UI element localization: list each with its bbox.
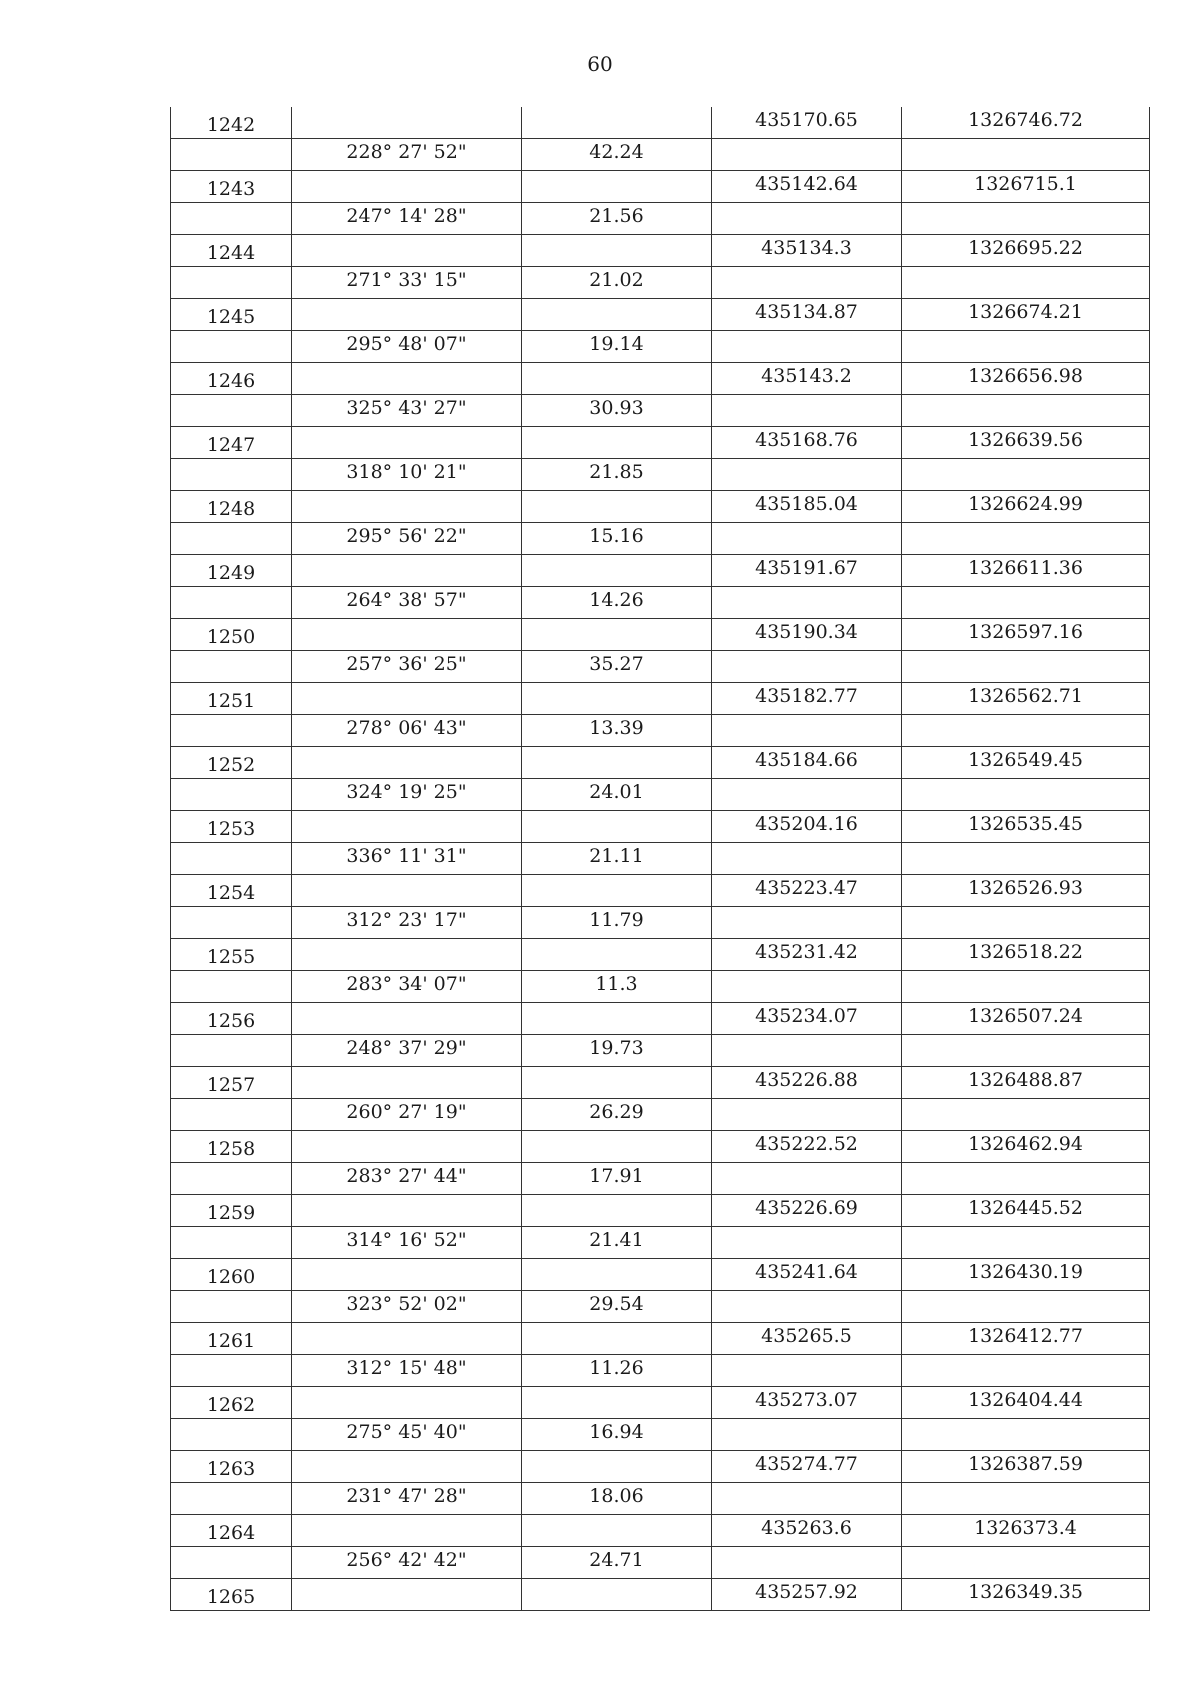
point-row: [170, 619, 1150, 651]
distance-cell: 11.79: [522, 907, 712, 938]
point-row: [170, 491, 1150, 523]
x-coordinate: [712, 843, 902, 874]
y-coordinate: [902, 651, 1150, 682]
distance-cell: 21.11: [522, 843, 712, 874]
y-coordinate: 1326535.45: [902, 811, 1150, 842]
bearing-cell: [292, 491, 522, 522]
point-id: 1254: [170, 875, 292, 906]
x-coordinate: [712, 907, 902, 938]
point-row: [170, 363, 1150, 395]
distance-cell: [522, 1067, 712, 1098]
distance-cell: [522, 1451, 712, 1482]
distance-cell: [522, 1003, 712, 1034]
distance-cell: 26.29: [522, 1099, 712, 1130]
y-coordinate: 1326430.19: [902, 1259, 1150, 1290]
y-coordinate: [902, 203, 1150, 234]
distance-cell: [522, 683, 712, 714]
y-coordinate: [902, 395, 1150, 426]
distance-cell: [522, 235, 712, 266]
y-coordinate: [902, 715, 1150, 746]
bearing-cell: 324° 19' 25": [292, 779, 522, 810]
segment-row: [170, 587, 1150, 619]
distance-cell: 21.56: [522, 203, 712, 234]
point-id: 1257: [170, 1067, 292, 1098]
point-row: [170, 939, 1150, 971]
point-row: [170, 1067, 1150, 1099]
x-coordinate: 435263.6: [712, 1515, 902, 1546]
bearing-cell: [292, 1003, 522, 1034]
segment-row: [170, 267, 1150, 299]
x-coordinate: [712, 651, 902, 682]
point-id: [170, 1227, 292, 1258]
point-id: 1248: [170, 491, 292, 522]
x-coordinate: 435134.3: [712, 235, 902, 266]
point-id: 1255: [170, 939, 292, 970]
point-row: [170, 811, 1150, 843]
point-row: [170, 1259, 1150, 1291]
bearing-cell: [292, 875, 522, 906]
point-id: 1265: [170, 1579, 292, 1610]
y-coordinate: 1326349.35: [902, 1579, 1150, 1610]
distance-cell: 35.27: [522, 651, 712, 682]
point-id: 1247: [170, 427, 292, 458]
segment-row: [170, 203, 1150, 235]
segment-row: [170, 1163, 1150, 1195]
bearing-cell: [292, 939, 522, 970]
distance-cell: 30.93: [522, 395, 712, 426]
point-row: [170, 747, 1150, 779]
bearing-cell: [292, 427, 522, 458]
distance-cell: 16.94: [522, 1419, 712, 1450]
x-coordinate: 435226.88: [712, 1067, 902, 1098]
y-coordinate: 1326518.22: [902, 939, 1150, 970]
bearing-cell: 295° 56' 22": [292, 523, 522, 554]
x-coordinate: [712, 1035, 902, 1066]
point-row: [170, 1195, 1150, 1227]
point-id: [170, 1035, 292, 1066]
segment-row: [170, 1483, 1150, 1515]
bearing-cell: 231° 47' 28": [292, 1483, 522, 1514]
y-coordinate: 1326387.59: [902, 1451, 1150, 1482]
segment-row: [170, 1355, 1150, 1387]
distance-cell: 21.41: [522, 1227, 712, 1258]
bearing-cell: 295° 48' 07": [292, 331, 522, 362]
y-coordinate: 1326412.77: [902, 1323, 1150, 1354]
point-row: [170, 171, 1150, 203]
y-coordinate: 1326656.98: [902, 363, 1150, 394]
distance-cell: 21.02: [522, 267, 712, 298]
x-coordinate: [712, 971, 902, 1002]
distance-cell: 21.85: [522, 459, 712, 490]
y-coordinate: [902, 587, 1150, 618]
y-coordinate: 1326746.72: [902, 107, 1150, 138]
distance-cell: [522, 1387, 712, 1418]
point-id: [170, 971, 292, 1002]
point-row: [170, 875, 1150, 907]
distance-cell: 14.26: [522, 587, 712, 618]
y-coordinate: [902, 1099, 1150, 1130]
y-coordinate: [902, 971, 1150, 1002]
distance-cell: [522, 1579, 712, 1610]
x-coordinate: 435170.65: [712, 107, 902, 138]
distance-cell: [522, 619, 712, 650]
point-id: 1244: [170, 235, 292, 266]
distance-cell: [522, 1259, 712, 1290]
bearing-cell: 228° 27' 52": [292, 139, 522, 170]
point-id: [170, 1099, 292, 1130]
x-coordinate: [712, 395, 902, 426]
distance-cell: [522, 811, 712, 842]
bearing-cell: 256° 42' 42": [292, 1547, 522, 1578]
point-id: 1249: [170, 555, 292, 586]
x-coordinate: [712, 779, 902, 810]
distance-cell: [522, 299, 712, 330]
bearing-cell: [292, 235, 522, 266]
point-id: 1246: [170, 363, 292, 394]
y-coordinate: 1326695.22: [902, 235, 1150, 266]
bearing-cell: [292, 1579, 522, 1610]
x-coordinate: 435182.77: [712, 683, 902, 714]
x-coordinate: [712, 1483, 902, 1514]
x-coordinate: [712, 203, 902, 234]
segment-row: [170, 907, 1150, 939]
bearing-cell: 275° 45' 40": [292, 1419, 522, 1450]
bearing-cell: [292, 1067, 522, 1098]
distance-cell: 29.54: [522, 1291, 712, 1322]
point-id: [170, 1355, 292, 1386]
point-id: [170, 1483, 292, 1514]
point-id: [170, 1419, 292, 1450]
x-coordinate: [712, 1291, 902, 1322]
segment-row: [170, 715, 1150, 747]
x-coordinate: 435134.87: [712, 299, 902, 330]
bearing-cell: [292, 811, 522, 842]
distance-cell: 42.24: [522, 139, 712, 170]
x-coordinate: 435241.64: [712, 1259, 902, 1290]
x-coordinate: 435190.34: [712, 619, 902, 650]
y-coordinate: [902, 1355, 1150, 1386]
bearing-cell: 257° 36' 25": [292, 651, 522, 682]
point-id: [170, 267, 292, 298]
x-coordinate: 435142.64: [712, 171, 902, 202]
y-coordinate: [902, 459, 1150, 490]
bearing-cell: [292, 171, 522, 202]
point-row: [170, 683, 1150, 715]
y-coordinate: 1326611.36: [902, 555, 1150, 586]
x-coordinate: [712, 331, 902, 362]
y-coordinate: 1326639.56: [902, 427, 1150, 458]
bearing-cell: 247° 14' 28": [292, 203, 522, 234]
y-coordinate: 1326597.16: [902, 619, 1150, 650]
y-coordinate: [902, 331, 1150, 362]
distance-cell: 24.71: [522, 1547, 712, 1578]
y-coordinate: 1326462.94: [902, 1131, 1150, 1162]
point-id: [170, 331, 292, 362]
point-row: [170, 1579, 1150, 1611]
bearing-cell: [292, 1131, 522, 1162]
point-row: [170, 1387, 1150, 1419]
y-coordinate: 1326404.44: [902, 1387, 1150, 1418]
bearing-cell: [292, 1387, 522, 1418]
distance-cell: 13.39: [522, 715, 712, 746]
x-coordinate: [712, 139, 902, 170]
point-id: 1253: [170, 811, 292, 842]
bearing-cell: 325° 43' 27": [292, 395, 522, 426]
segment-row: [170, 971, 1150, 1003]
y-coordinate: 1326373.4: [902, 1515, 1150, 1546]
distance-cell: 15.16: [522, 523, 712, 554]
y-coordinate: [902, 779, 1150, 810]
point-id: 1258: [170, 1131, 292, 1162]
point-id: [170, 1547, 292, 1578]
bearing-cell: 283° 34' 07": [292, 971, 522, 1002]
point-id: [170, 459, 292, 490]
x-coordinate: 435143.2: [712, 363, 902, 394]
bearing-cell: [292, 747, 522, 778]
y-coordinate: [902, 139, 1150, 170]
segment-row: [170, 1099, 1150, 1131]
x-coordinate: [712, 1227, 902, 1258]
distance-cell: [522, 171, 712, 202]
point-id: 1264: [170, 1515, 292, 1546]
distance-cell: [522, 1195, 712, 1226]
distance-cell: [522, 363, 712, 394]
x-coordinate: 435204.16: [712, 811, 902, 842]
x-coordinate: 435274.77: [712, 1451, 902, 1482]
point-id: 1251: [170, 683, 292, 714]
bearing-cell: [292, 1451, 522, 1482]
point-id: [170, 1291, 292, 1322]
distance-cell: [522, 555, 712, 586]
distance-cell: 18.06: [522, 1483, 712, 1514]
point-row: [170, 1003, 1150, 1035]
point-id: [170, 395, 292, 426]
x-coordinate: 435185.04: [712, 491, 902, 522]
segment-row: [170, 459, 1150, 491]
y-coordinate: [902, 1419, 1150, 1450]
point-id: 1242: [170, 107, 292, 138]
point-id: [170, 1163, 292, 1194]
y-coordinate: [902, 1035, 1150, 1066]
distance-cell: [522, 1323, 712, 1354]
x-coordinate: [712, 267, 902, 298]
x-coordinate: [712, 587, 902, 618]
point-id: [170, 587, 292, 618]
point-id: [170, 523, 292, 554]
bearing-cell: 283° 27' 44": [292, 1163, 522, 1194]
segment-row: [170, 1035, 1150, 1067]
x-coordinate: [712, 523, 902, 554]
distance-cell: [522, 491, 712, 522]
point-id: 1259: [170, 1195, 292, 1226]
point-id: [170, 715, 292, 746]
distance-cell: 24.01: [522, 779, 712, 810]
point-id: 1245: [170, 299, 292, 330]
y-coordinate: [902, 523, 1150, 554]
y-coordinate: 1326488.87: [902, 1067, 1150, 1098]
distance-cell: [522, 939, 712, 970]
bearing-cell: 264° 38' 57": [292, 587, 522, 618]
y-coordinate: [902, 843, 1150, 874]
y-coordinate: [902, 1483, 1150, 1514]
x-coordinate: 435191.67: [712, 555, 902, 586]
y-coordinate: 1326624.99: [902, 491, 1150, 522]
segment-row: [170, 139, 1150, 171]
distance-cell: 11.26: [522, 1355, 712, 1386]
x-coordinate: 435257.92: [712, 1579, 902, 1610]
point-id: 1256: [170, 1003, 292, 1034]
bearing-cell: 312° 23' 17": [292, 907, 522, 938]
y-coordinate: [902, 1547, 1150, 1578]
y-coordinate: [902, 1227, 1150, 1258]
y-coordinate: [902, 907, 1150, 938]
distance-cell: 19.73: [522, 1035, 712, 1066]
x-coordinate: 435273.07: [712, 1387, 902, 1418]
bearing-cell: [292, 1323, 522, 1354]
distance-cell: [522, 427, 712, 458]
bearing-cell: 278° 06' 43": [292, 715, 522, 746]
point-id: [170, 203, 292, 234]
point-row: [170, 1131, 1150, 1163]
x-coordinate: [712, 1547, 902, 1578]
distance-cell: [522, 747, 712, 778]
point-id: 1261: [170, 1323, 292, 1354]
point-id: [170, 843, 292, 874]
segment-row: [170, 395, 1150, 427]
point-id: [170, 907, 292, 938]
x-coordinate: 435226.69: [712, 1195, 902, 1226]
coordinate-table: [170, 107, 1150, 1611]
segment-row: [170, 1419, 1150, 1451]
y-coordinate: [902, 267, 1150, 298]
x-coordinate: 435265.5: [712, 1323, 902, 1354]
bearing-cell: [292, 1259, 522, 1290]
point-id: 1263: [170, 1451, 292, 1482]
point-row: [170, 299, 1150, 331]
segment-row: [170, 331, 1150, 363]
x-coordinate: [712, 1419, 902, 1450]
point-row: [170, 1451, 1150, 1483]
y-coordinate: 1326562.71: [902, 683, 1150, 714]
bearing-cell: [292, 555, 522, 586]
y-coordinate: [902, 1291, 1150, 1322]
x-coordinate: 435168.76: [712, 427, 902, 458]
x-coordinate: 435184.66: [712, 747, 902, 778]
bearing-cell: [292, 299, 522, 330]
point-id: 1252: [170, 747, 292, 778]
segment-row: [170, 1547, 1150, 1579]
distance-cell: 17.91: [522, 1163, 712, 1194]
distance-cell: 11.3: [522, 971, 712, 1002]
bearing-cell: 271° 33' 15": [292, 267, 522, 298]
segment-row: [170, 1227, 1150, 1259]
bearing-cell: 314° 16' 52": [292, 1227, 522, 1258]
point-row: [170, 427, 1150, 459]
point-id: 1243: [170, 171, 292, 202]
point-id: [170, 779, 292, 810]
segment-row: [170, 1291, 1150, 1323]
distance-cell: [522, 107, 712, 138]
bearing-cell: 336° 11' 31": [292, 843, 522, 874]
x-coordinate: [712, 1355, 902, 1386]
y-coordinate: 1326549.45: [902, 747, 1150, 778]
x-coordinate: 435223.47: [712, 875, 902, 906]
y-coordinate: 1326674.21: [902, 299, 1150, 330]
y-coordinate: 1326715.1: [902, 171, 1150, 202]
point-id: 1262: [170, 1387, 292, 1418]
x-coordinate: [712, 1163, 902, 1194]
point-id: 1260: [170, 1259, 292, 1290]
bearing-cell: 318° 10' 21": [292, 459, 522, 490]
point-row: [170, 235, 1150, 267]
point-id: 1250: [170, 619, 292, 650]
point-row: [170, 1515, 1150, 1547]
y-coordinate: 1326526.93: [902, 875, 1150, 906]
x-coordinate: [712, 1099, 902, 1130]
y-coordinate: [902, 1163, 1150, 1194]
y-coordinate: 1326507.24: [902, 1003, 1150, 1034]
segment-row: [170, 843, 1150, 875]
distance-cell: [522, 1131, 712, 1162]
bearing-cell: [292, 363, 522, 394]
point-row: [170, 107, 1150, 139]
point-row: [170, 555, 1150, 587]
x-coordinate: 435231.42: [712, 939, 902, 970]
distance-cell: [522, 1515, 712, 1546]
y-coordinate: 1326445.52: [902, 1195, 1150, 1226]
bearing-cell: 312° 15' 48": [292, 1355, 522, 1386]
bearing-cell: 248° 37' 29": [292, 1035, 522, 1066]
bearing-cell: 323° 52' 02": [292, 1291, 522, 1322]
bearing-cell: [292, 107, 522, 138]
x-coordinate: 435222.52: [712, 1131, 902, 1162]
bearing-cell: [292, 1195, 522, 1226]
bearing-cell: [292, 1515, 522, 1546]
segment-row: [170, 779, 1150, 811]
x-coordinate: [712, 459, 902, 490]
bearing-cell: 260° 27' 19": [292, 1099, 522, 1130]
point-id: [170, 139, 292, 170]
point-row: [170, 1323, 1150, 1355]
x-coordinate: 435234.07: [712, 1003, 902, 1034]
distance-cell: [522, 875, 712, 906]
segment-row: [170, 523, 1150, 555]
segment-row: [170, 651, 1150, 683]
bearing-cell: [292, 683, 522, 714]
x-coordinate: [712, 715, 902, 746]
page-number: 60: [587, 52, 613, 76]
bearing-cell: [292, 619, 522, 650]
point-id: [170, 651, 292, 682]
distance-cell: 19.14: [522, 331, 712, 362]
